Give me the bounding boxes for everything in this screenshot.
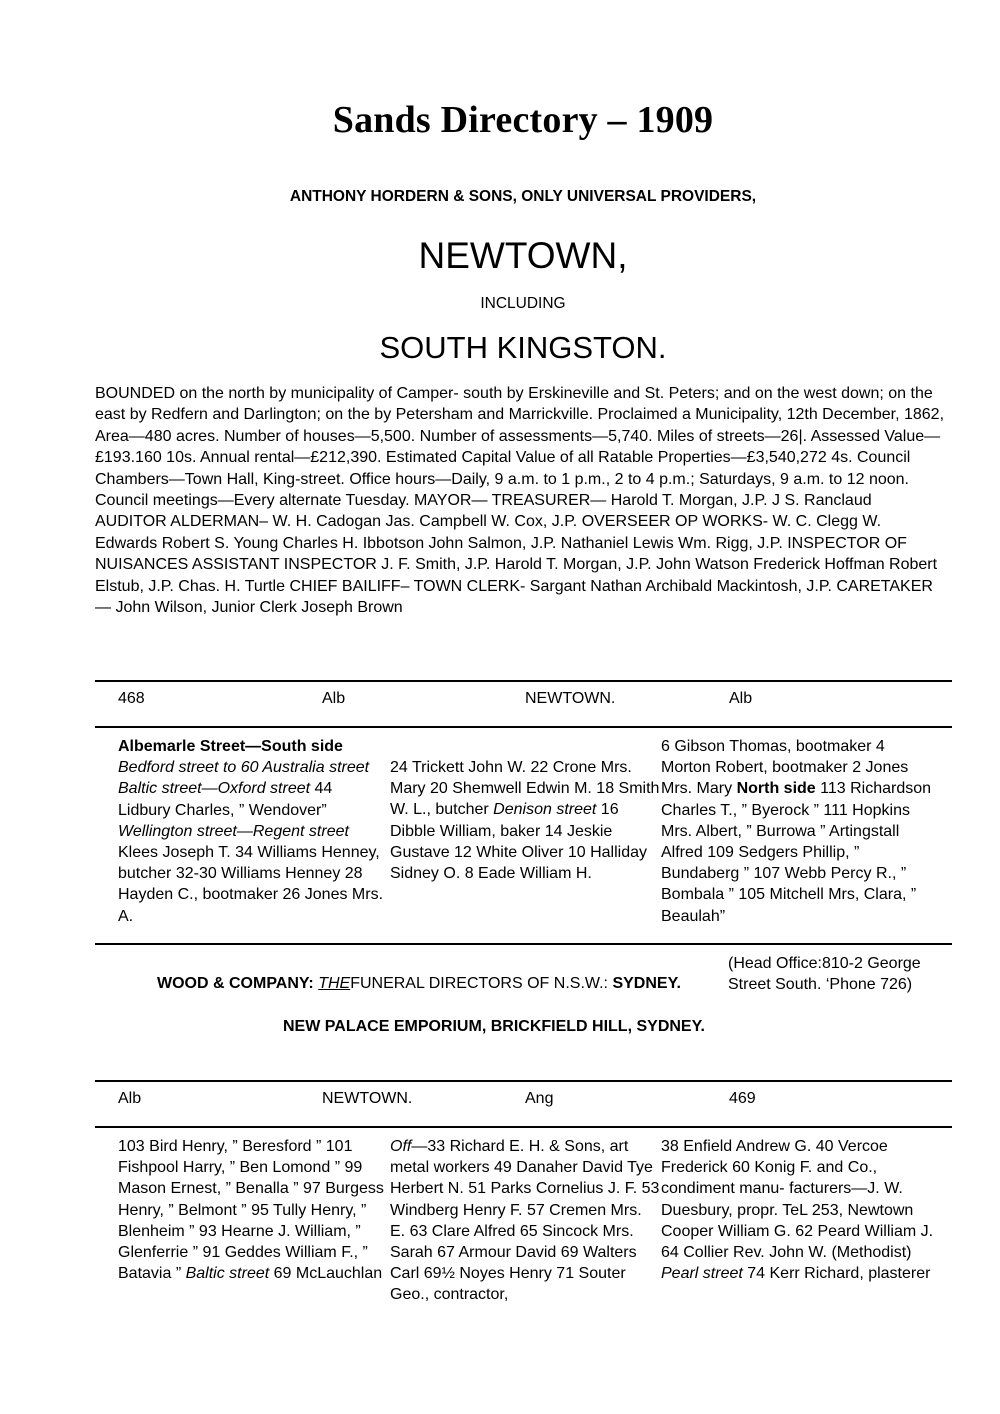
street-section: Pearl street bbox=[661, 1265, 743, 1283]
street-section: Denison street bbox=[493, 801, 597, 819]
advert-funeral: FUNERAL DIRECTORS OF N.S.W.: bbox=[350, 975, 608, 992]
municipality-description: BOUNDED on the north by municipality of Camper- south by Erskineville and St. Peters; and on the west down; on the east by Redfern and Darlington; on the by Petersham and Marrickville. Proclaimed a Municipality, 12th December, 1862, Area—480 acres. Number of houses—5,500. Number of assessments—5,740. Miles of streets—26|. Assessed Value—£193.160 10s. Annual rental—£212,390. Estimated Capital Value of all Ratable Properties—£3,540,272 4s. Council Chambers—Town Hall, King-street. Office hours—Daily, 9 a.m. to 1 p.m., 2 to 4 p.m.; Saturdays, 9 a.m. to 12 noon. Council meetings—Every alternate Tuesday. MAYOR— TREASURER— Harold T. Morgan, J.P. J S. Ranclaud AUDITOR ALDERMAN– W. H. Cadogan Jas. Campbell W. Cox, J.P. OVERSEER OP WORKS- W. C. Clegg W. Edwards Robert S. Young Charles H. Ibbotson John Salmon, J.P. Nathaniel Lewis Wm. Rigg, J.P. INSPECTOR OF NUISANCES ASSISTANT INSPECTOR J. F. Smith, J.P. Harold T. Morgan, J.P. John Watson Frederick Hoffman Robert Elstub, J.P. Chas. H. Turtle CHIEF BAILIFF– TOWN CLERK- Sargant Nathan Archibald Mackintosh, J.P. CARETAKER— John Wilson, Junior Clerk Joseph Brown bbox=[95, 385, 945, 617]
running-key-right: Ang bbox=[525, 1090, 554, 1107]
entry-column-3 bbox=[661, 736, 935, 927]
running-town: NEWTOWN. bbox=[322, 1090, 413, 1107]
street-section: Off bbox=[390, 1138, 412, 1155]
entry-text: 6 Gibson Thomas, bootmaker 4 Morton Robert, bootmaker 2 Jones Mrs. Mary bbox=[661, 738, 909, 798]
divider-rule bbox=[95, 1126, 952, 1128]
street-section: Wellington street—Regent street bbox=[118, 822, 349, 840]
entry-text: 44 Lidbury Charles, ” Wendover” bbox=[118, 780, 333, 819]
divider-rule bbox=[95, 943, 952, 945]
running-key-left: Alb bbox=[118, 1090, 142, 1107]
entry-text: 16 Dibble William, baker 14 Jeskie Gustave 12 White Oliver 10 Halliday Sidney O. 8 Eade William H. bbox=[390, 801, 647, 883]
divider-rule bbox=[95, 1080, 952, 1082]
subtown-heading: SOUTH KINGSTON. bbox=[379, 330, 667, 365]
advert-company: WOOD & COMPANY: bbox=[157, 975, 314, 992]
page-number-468: 468 bbox=[118, 690, 145, 707]
entry-text: 24 Trickett John W. 22 Crone Mrs. Mary 20 Shemwell Edwin M. 18 Smith W. L., butcher bbox=[390, 759, 660, 819]
entry-text: 74 Kerr Richard, plasterer bbox=[747, 1265, 931, 1283]
advert-banner: ANTHONY HORDERN & SONS, ONLY UNIVERSAL PROVIDERS, bbox=[289, 188, 757, 205]
running-key-left: Alb bbox=[322, 690, 346, 707]
entry-column-2 bbox=[390, 1136, 660, 1306]
advert-city: SYDNEY. bbox=[612, 975, 681, 992]
street-section: Bedford street to 60 Australia street Baltic street—Oxford street bbox=[118, 759, 370, 798]
advert-emporium: NEW PALACE EMPORIUM, BRICKFIELD HILL, SYDNEY. bbox=[283, 1018, 705, 1035]
entry-column-2 bbox=[390, 757, 660, 884]
street-side-heading: North side bbox=[736, 780, 816, 798]
entry-text: 103 Bird Henry, ” Beresford ” 101 Fishpool Harry, ” Ben Lomond ” 99 Mason Ernest, ” Benalla ” 97 Burgess Henry, ” Belmont ” 95 Tully Henry, ” Blenheim ” 93 Hearne J. William, ” Glenferrie ” 91 Geddes William F., ” Batavia ” bbox=[118, 1138, 384, 1283]
advert-the: THE bbox=[318, 975, 351, 992]
entry-text: 38 Enfield Andrew G. 40 Vercoe Frederick 60 Konig F. and Co., condiment manu- facturers—J. W. Duesbury, propr. TeL 253, Newtown Cooper William G. 62 Peard William J. 64 Collier Rev. John W. (Methodist) bbox=[661, 1138, 934, 1262]
including-label: INCLUDING bbox=[480, 295, 566, 312]
page-title: Sands Directory – 1909 bbox=[332, 99, 714, 141]
town-heading: NEWTOWN, bbox=[418, 235, 628, 276]
divider-rule bbox=[95, 680, 952, 682]
entry-text: —33 Richard E. H. & Sons, art metal workers 49 Danaher David Tye Herbert N. 51 Parks Cornelius J. F. 53 Windberg Henry F. 57 Cremen Mrs. E. 63 Clare Alfred 65 Sincock Mrs. Sarah 67 Armour David 69 Walters Carl 69½ Noyes Henry 71 Souter Geo., contractor, bbox=[390, 1138, 660, 1304]
entry-text: 113 Richardson Charles T., ” Byerock ” 111 Hopkins Mrs. Albert, ” Burrowa ” Artingstall Alfred 109 Sedgers Phillip, ” Bundaberg ” 107 Webb Percy R., ” Bombala ” 105 Mitchell Mrs, Clara, ” Beaulah” bbox=[661, 780, 932, 925]
entry-text: 69 McLauchlan bbox=[273, 1265, 383, 1283]
entry-column-1 bbox=[118, 736, 386, 927]
running-town: NEWTOWN. bbox=[525, 690, 616, 707]
running-key-right: Alb bbox=[729, 690, 753, 707]
page-number-469: 469 bbox=[729, 1090, 756, 1107]
street-heading: Albemarle Street—South side bbox=[118, 738, 343, 755]
advert-head-office: (Head Office:810-2 George Street South. ‘Phone 726) bbox=[728, 955, 921, 993]
entry-column-1 bbox=[118, 1136, 386, 1284]
divider-rule bbox=[95, 726, 952, 728]
street-section: Baltic street bbox=[185, 1265, 270, 1283]
entry-text: Klees Joseph T. 34 Williams Henney, butcher 32-30 Williams Henney 28 Hayden C., bootmaker 26 Jones Mrs. A. bbox=[118, 844, 384, 925]
entry-column-3 bbox=[661, 1136, 935, 1284]
funeral-advert bbox=[157, 975, 681, 993]
